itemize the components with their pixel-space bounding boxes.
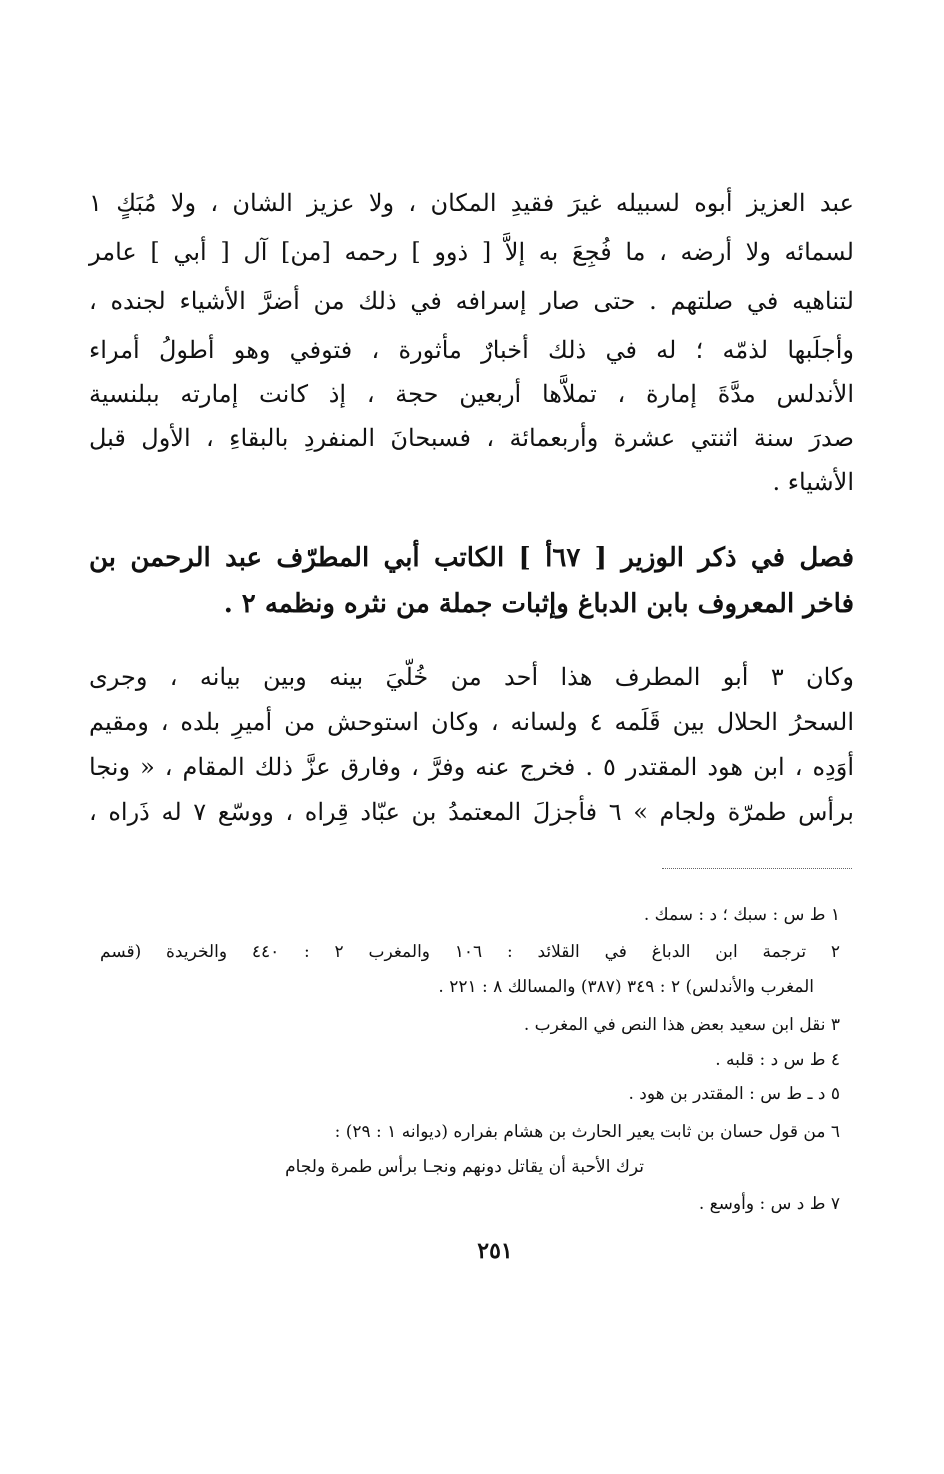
- body-line: لسمائه ولا أرضه ، ما فُجِعَ به إلاَّ [ ذوو ] رحمه [من] آل [ أبي ] عامر: [89, 238, 854, 266]
- body-line: الأشياء .: [772, 468, 854, 496]
- footnote: ٢ ترجمة ابن الدباغ في القلائد : ١٠٦ والمغرب ٢ : ٤٤٠ والخريدة (قسم: [100, 942, 840, 962]
- footnote: ٦ من قول حسان بن ثابت يعير الحارث بن هشام بفراره (ديوانه ١ : ٢٩) :: [334, 1122, 840, 1142]
- body-line: عبد العزيز أبوه لسبيله غيرَ فقيدِ المكان ، ولا عزيز الشان ، ولا مُبَكٍ ١: [89, 189, 854, 217]
- section-heading: فصل في ذكر الوزير [ ٦٧أ ] الكاتب أبي المطرّف عبد الرحمن بن: [89, 543, 855, 573]
- body-line: وكان ٣ أبو المطرف هذا أحد من خُلّيَ بينه وبين بيانه ، وجرى: [89, 663, 854, 691]
- footnote: ٣ نقل ابن سعيد بعض هذا النص في المغرب .: [523, 1015, 840, 1035]
- section-heading: فاخر المعروف بابن الدباغ وإثبات جملة من نثره ونظمه ٢ .: [223, 589, 854, 619]
- body-line: صدرَ سنة اثنتي عشرة وأربعمائة ، فسبحانَ المنفردِ بالبقاءِ ، الأول قبل: [89, 424, 854, 452]
- body-line: وأجلَبها لذمّه ؛ له في ذلك أخبارٌ مأثورة ، فتوفي وهو أطولُ أمراء: [89, 336, 854, 364]
- body-line: برأس طمرّة ولجام » ٦ فأجزلَ المعتمدُ بن عبّاد قِراه ، ووسّع ٧ له ذَراه ،: [89, 798, 854, 826]
- body-line: الأندلس مدَّةَ إمارة ، تملاَّها أربعين حجة ، إذ كانت إمارته ببلنسية: [89, 380, 854, 408]
- footnote: ١ ط س : سبك ؛ د : سمك .: [643, 905, 840, 925]
- body-line: لتناهيه في صلتهم . حتى صار إسرافه في ذلك من أضرَّ الأشياء لجنده ،: [89, 287, 854, 315]
- footnote: المغرب والأندلس) ٢ : ٣٤٩ (٣٨٧) والمسالك ٨ : ٢٢١ .: [438, 977, 814, 997]
- footnote-divider: [662, 868, 852, 869]
- footnote-verse: ترك الأحبة أن يقاتل دونهم ونجـا برأس طمرة ولجام: [285, 1157, 644, 1177]
- footnote: ٥ د ـ ط س : المقتدر بن هود .: [628, 1084, 840, 1104]
- body-line: أوَدِه ، ابن هود المقتدر ٥ . فخرج عنه وفرَّ ، وفارق عزَّ ذلك المقام ، « ونجا: [89, 753, 854, 781]
- body-line: السحرُ الحلال بين قَلَمه ٤ ولسانه ، وكان استوحش من أميرِ بلده ، ومقيم: [89, 708, 854, 736]
- footnote: ٧ ط د س : وأوسع .: [698, 1194, 840, 1214]
- footnote: ٤ ط س د : قلبه .: [715, 1050, 840, 1070]
- page-number: ٢٥١: [477, 1238, 513, 1264]
